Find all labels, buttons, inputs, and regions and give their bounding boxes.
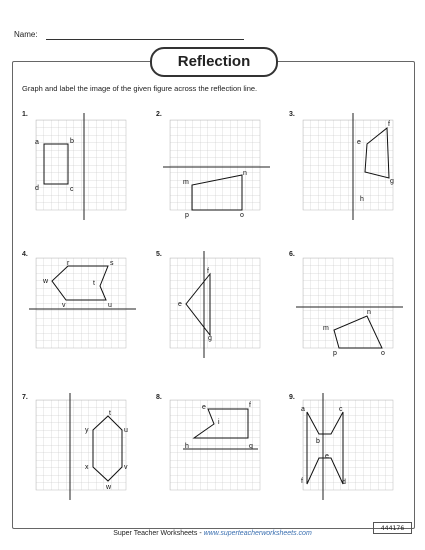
vertex-label-w: w (43, 278, 49, 285)
grid-2 (170, 120, 260, 210)
problem-number-4: 4. (22, 251, 28, 258)
vertex-label-h: h (185, 443, 189, 450)
vertex-label-e: e (357, 139, 361, 146)
vertex-label-f: f (388, 121, 390, 128)
problem-number-2: 2. (156, 111, 162, 118)
vertex-label-b: b (70, 138, 74, 145)
vertex-label-i: i (218, 419, 220, 426)
vertex-label-e: e (178, 301, 182, 308)
vertex-label-s: s (110, 260, 114, 267)
problem-number-6: 6. (289, 251, 295, 258)
vertex-label-p: p (185, 212, 189, 219)
name-label: Name: (14, 30, 38, 39)
worksheet-code: 444176 (373, 522, 412, 534)
vertex-label-m: m (183, 179, 189, 186)
vertex-label-f: f (301, 478, 303, 485)
grid-9 (303, 400, 393, 490)
problem-number-3: 3. (289, 111, 295, 118)
vertex-label-d: d (35, 185, 39, 192)
problem-1-graph (35, 113, 126, 220)
vertex-label-u: u (124, 427, 128, 434)
vertex-label-c: c (70, 186, 74, 193)
problem-5-graph (170, 251, 260, 358)
vertex-label-g: g (390, 178, 394, 185)
vertex-label-e: e (325, 453, 329, 460)
problem-8-graph (170, 400, 260, 490)
vertex-label-p: p (333, 350, 337, 357)
problem-7-graph (36, 393, 128, 500)
footer-brand: Super Teacher Worksheets (113, 530, 198, 537)
instructions: Graph and label the image of the given figure across the reflection line. (22, 84, 258, 93)
vertex-label-d: d (342, 479, 346, 486)
vertex-label-x: x (85, 464, 89, 471)
problem-9-graph (301, 393, 393, 500)
vertex-label-g: g (208, 335, 212, 342)
page-title: Reflection (150, 47, 278, 77)
footer-url-link[interactable]: www.superteacherworksheets.com (203, 530, 312, 537)
vertex-label-o: o (381, 350, 385, 357)
problem-number-7: 7. (22, 394, 28, 401)
vertex-label-o: o (240, 212, 244, 219)
problem-number-5: 5. (156, 251, 162, 258)
vertex-label-t: t (93, 280, 95, 287)
grid-5 (170, 258, 260, 348)
vertex-label-v: v (62, 302, 66, 309)
problem-6-graph (296, 258, 403, 357)
vertex-label-g: g (249, 443, 253, 450)
grid-4 (36, 258, 126, 348)
vertex-label-b: b (316, 438, 320, 445)
vertex-label-f: f (249, 402, 251, 409)
vertex-label-n: n (243, 170, 247, 177)
grid-6 (303, 258, 393, 348)
problem-4-graph (29, 258, 136, 348)
vertex-label-e: e (202, 404, 206, 411)
problem-number-8: 8. (156, 394, 162, 401)
vertex-label-f: f (207, 268, 209, 275)
grid-8 (170, 400, 260, 490)
problem-3-graph (303, 113, 394, 220)
vertex-label-u: u (108, 302, 112, 309)
problem-2-graph (163, 120, 270, 219)
vertex-label-r: r (67, 260, 70, 267)
vertex-label-h: h (360, 196, 364, 203)
vertex-label-m: m (323, 325, 329, 332)
vertex-label-a: a (35, 139, 39, 146)
vertex-label-c: c (339, 406, 343, 413)
problem-number-1: 1. (22, 111, 28, 118)
grid-1 (36, 120, 126, 210)
vertex-label-y: y (85, 427, 89, 434)
footer-separator: - (197, 530, 204, 537)
vertex-label-v: v (124, 464, 128, 471)
footer (0, 530, 425, 537)
vertex-label-n: n (367, 309, 371, 316)
problem-number-9: 9. (289, 394, 295, 401)
vertex-label-w: w (106, 484, 112, 491)
vertex-label-a: a (301, 406, 305, 413)
vertex-label-t: t (109, 410, 111, 417)
